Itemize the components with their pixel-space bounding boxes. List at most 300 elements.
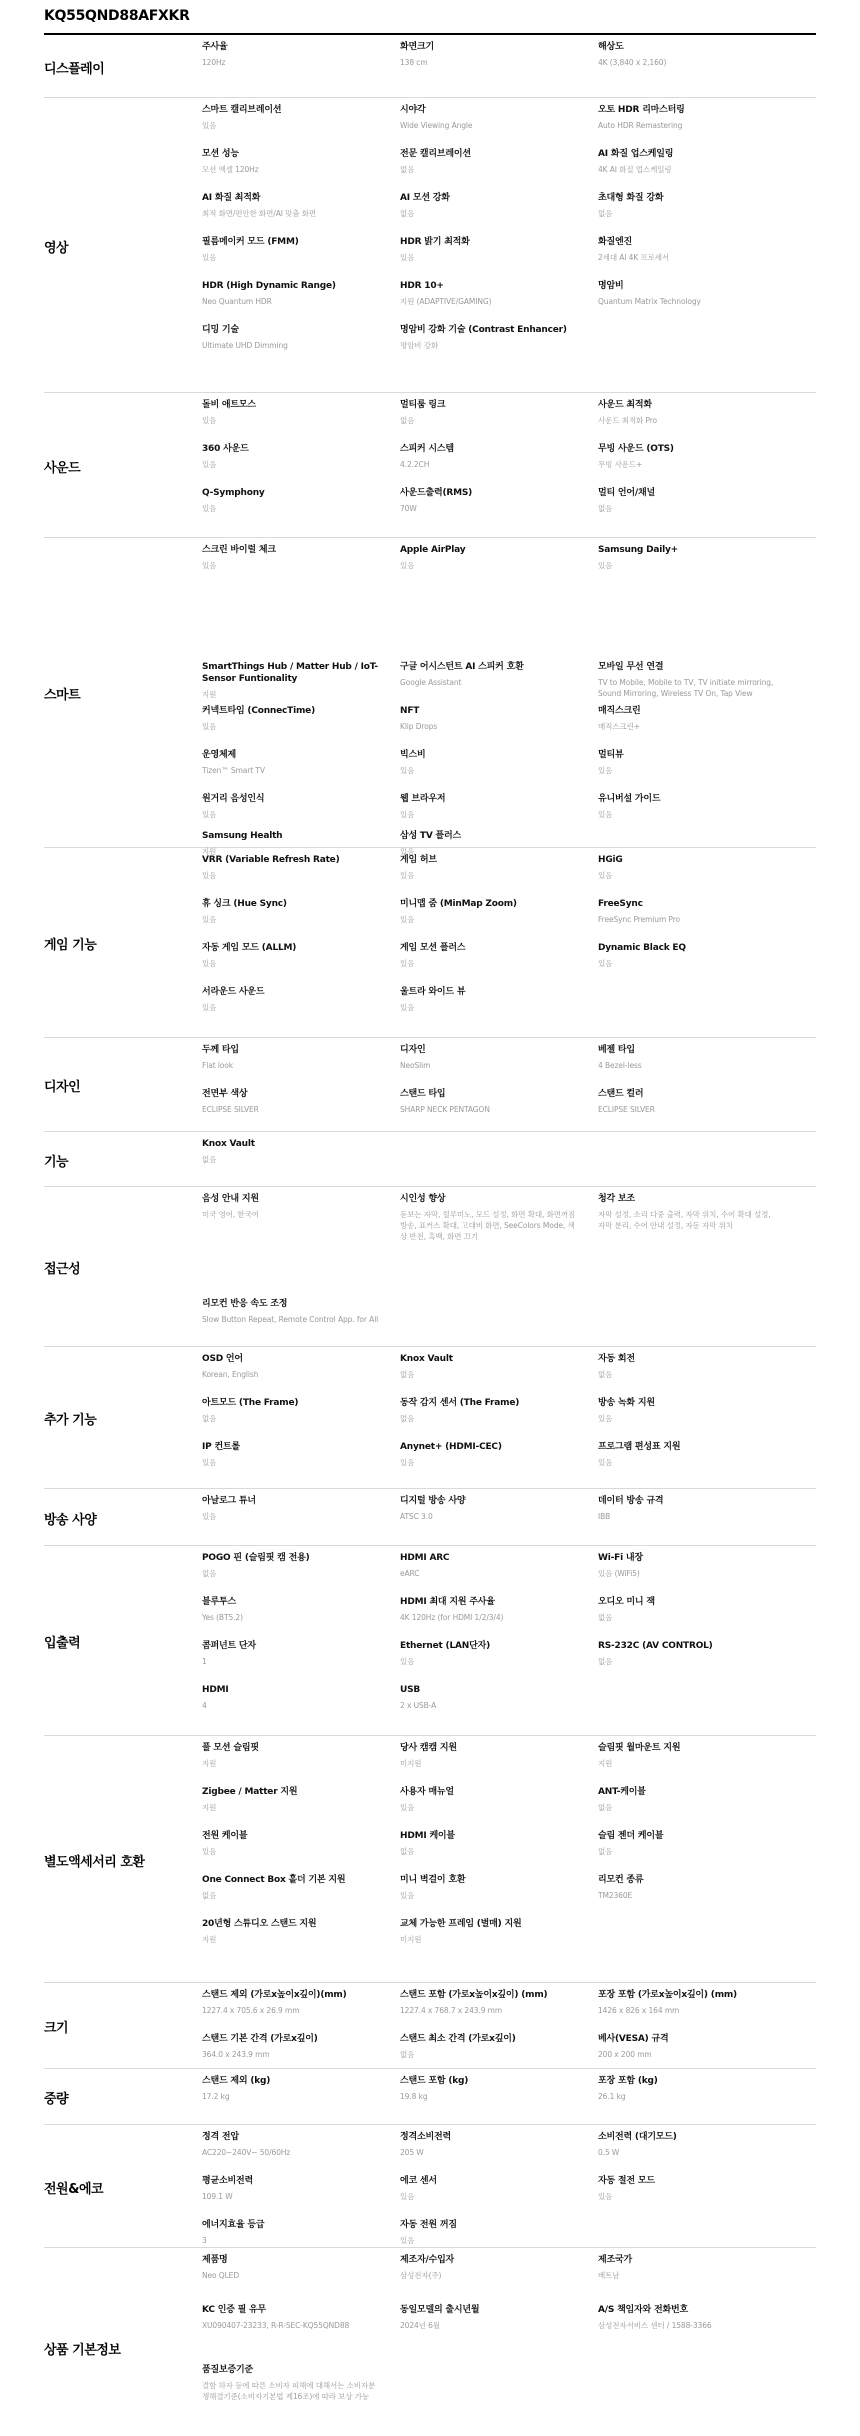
spec-label: 두께 타입 xyxy=(202,1045,239,1055)
spec-item xyxy=(598,898,776,925)
spec-section xyxy=(44,538,816,856)
spec-label: 동일모델의 출시년월 xyxy=(400,2305,480,2315)
spec-item xyxy=(598,2131,776,2158)
spec-item xyxy=(202,104,380,131)
spec-value: 없음 xyxy=(400,1370,415,1379)
spec-value: Flat look xyxy=(202,1061,234,1070)
spec-value: 1227.4 x 705.6 x 26.9 mm xyxy=(202,2006,300,2015)
spec-label: 제조국가 xyxy=(598,2255,632,2265)
spec-section xyxy=(44,35,816,98)
spec-label: One Connect Box 홀더 기본 지원 xyxy=(202,1875,346,1885)
spec-label: 데이터 방송 규격 xyxy=(598,1496,664,1506)
spec-item xyxy=(400,1918,578,1945)
spec-label: AI 화질 최적화 xyxy=(202,193,261,203)
spec-item xyxy=(202,1495,380,1522)
spec-value: 2세대 AI 4K 프로세서 xyxy=(598,253,670,262)
spec-section xyxy=(44,393,816,538)
spec-value: SHARP NECK PENTAGON xyxy=(400,1105,490,1114)
spec-label: 스피커 시스템 xyxy=(400,444,454,454)
spec-label: Zigbee / Matter 지원 xyxy=(202,1787,298,1797)
spec-item xyxy=(202,1441,380,1468)
spec-label: 콤퍼넌트 단자 xyxy=(202,1641,256,1651)
spec-value: Tizen™ Smart TV xyxy=(202,766,265,775)
spec-item xyxy=(202,1193,380,1220)
spec-label: 화면크기 xyxy=(400,42,434,52)
spec-label: 스마트 캘리브레이션 xyxy=(202,105,282,115)
spec-value: Klip Drops xyxy=(400,722,438,731)
spec-label: 포장 포함 (가로x높이x깊이) (mm) xyxy=(598,1990,737,2000)
spec-item xyxy=(400,1441,578,1468)
spec-item xyxy=(400,898,578,925)
spec-label: KC 인증 필 유무 xyxy=(202,2305,267,2315)
spec-label: 제품명 xyxy=(202,2255,228,2265)
spec-label: 모션 성능 xyxy=(202,149,239,159)
spec-label: 제조자/수입자 xyxy=(400,2255,455,2265)
spec-value: 지원 xyxy=(202,1935,217,1944)
spec-label: 무빙 사운드 (OTS) xyxy=(598,444,674,454)
spec-value: 있음 xyxy=(202,1847,217,1856)
spec-section xyxy=(44,1187,816,1347)
spec-value: 삼성전자서비스 센터 / 1588-3366 xyxy=(598,2321,712,2330)
spec-value: FreeSync Premium Pro xyxy=(598,915,681,924)
spec-label: 동작 감지 센서 (The Frame) xyxy=(400,1398,520,1408)
spec-label: 스탠드 타입 xyxy=(400,1089,446,1099)
section-title: 추가 기능 xyxy=(44,1413,97,1428)
spec-item xyxy=(202,942,380,969)
spec-label: 게임 모션 플러스 xyxy=(400,943,466,953)
spec-value: 있음 xyxy=(400,915,415,924)
section-title: 접근성 xyxy=(44,1262,81,1277)
spec-label: 울트라 와이드 뷰 xyxy=(400,987,466,997)
spec-value: 1227.4 x 768.7 x 243.9 mm xyxy=(400,2006,503,2015)
spec-label: 정격소비전력 xyxy=(400,2132,451,2142)
spec-label: Q-Symphony xyxy=(202,488,265,498)
spec-item xyxy=(202,793,380,820)
spec-label: 360 사운드 xyxy=(202,444,249,454)
spec-item xyxy=(400,1353,578,1380)
spec-item xyxy=(598,1830,776,1857)
spec-section xyxy=(44,1546,816,1736)
spec-label: HDMI ARC xyxy=(400,1553,450,1563)
spec-item xyxy=(202,2131,380,2158)
spec-label: 미니맵 줌 (MinMap Zoom) xyxy=(400,899,517,909)
spec-item xyxy=(400,2033,578,2060)
spec-value: 138 cm xyxy=(400,58,428,67)
spec-item xyxy=(400,1044,578,1071)
spec-item xyxy=(202,443,380,470)
spec-item xyxy=(202,1298,380,1325)
spec-item xyxy=(202,1918,380,1945)
spec-item xyxy=(598,2075,776,2102)
spec-label: 청각 보조 xyxy=(598,1194,635,1204)
spec-label: 음성 안내 지원 xyxy=(202,1194,259,1204)
spec-item xyxy=(598,1596,776,1623)
spec-label: SmartThings Hub / Matter Hub / IoT-Sensor Funtionality xyxy=(202,662,378,684)
spec-value: 있음 xyxy=(202,504,217,513)
spec-value: 4 Bezel-less xyxy=(598,1061,642,1070)
spec-label: 스크린 바이럴 체크 xyxy=(202,545,276,555)
spec-value: 있음 xyxy=(202,1512,217,1521)
spec-section xyxy=(44,1132,816,1187)
spec-label: 자동 절전 모드 xyxy=(598,2176,655,2186)
spec-value: 70W xyxy=(400,504,417,513)
spec-label: 리모컨 반응 속도 조정 xyxy=(202,1299,288,1309)
spec-value: 지원 xyxy=(598,1759,613,1768)
spec-value: 있음 xyxy=(598,766,613,775)
spec-item xyxy=(400,2254,578,2281)
spec-item xyxy=(202,2175,380,2202)
spec-value: 있음 xyxy=(202,959,217,968)
spec-section xyxy=(44,2248,816,2436)
spec-label: 화질엔진 xyxy=(598,237,632,247)
spec-value: 명암비 강화 xyxy=(400,341,439,350)
spec-value: 없음 xyxy=(400,165,415,174)
spec-label: 교체 가능한 프레임 (별매) 지원 xyxy=(400,1919,522,1929)
spec-section xyxy=(44,1347,816,1489)
spec-item xyxy=(202,1596,380,1623)
spec-label: HGiG xyxy=(598,855,623,865)
spec-value: 있음 xyxy=(400,871,415,880)
spec-label: 스탠드 제외 (가로x높이x깊이)(mm) xyxy=(202,1990,347,2000)
spec-label: 풀 모션 슬림핏 xyxy=(202,1743,259,1753)
spec-label: 리모컨 종류 xyxy=(598,1875,644,1885)
spec-value: 있음 xyxy=(400,2236,415,2245)
spec-value: 미국 영어, 한국어 xyxy=(202,1210,259,1219)
spec-item xyxy=(202,661,380,700)
spec-item xyxy=(202,192,380,219)
spec-label: HDR 밝기 최적화 xyxy=(400,237,470,247)
spec-item xyxy=(598,749,776,776)
spec-label: 명암비 강화 기술 (Contrast Enhancer) xyxy=(400,325,567,335)
spec-label: 해상도 xyxy=(598,42,624,52)
spec-label: 커넥트타임 (ConnecTime) xyxy=(202,706,315,716)
section-title: 방송 사양 xyxy=(44,1512,97,1528)
spec-item xyxy=(400,104,578,131)
spec-item xyxy=(202,280,380,307)
spec-value: 지원 (ADAPTIVE/GAMING) xyxy=(400,297,492,306)
spec-label: 디자인 xyxy=(400,1045,426,1055)
spec-value: Google Assistant xyxy=(400,678,462,687)
spec-label: 자동 전원 꺼짐 xyxy=(400,2220,457,2230)
spec-item xyxy=(400,1397,578,1424)
spec-label: 주사율 xyxy=(202,42,228,52)
spec-label: Samsung Health xyxy=(202,831,283,841)
spec-label: HDMI 최대 지원 주사율 xyxy=(400,1597,495,1607)
spec-value: 1426 x 826 x 164 mm xyxy=(598,2006,680,2015)
spec-value: 있음 xyxy=(202,460,217,469)
spec-item xyxy=(400,1684,578,1711)
spec-label: 스탠드 포함 (가로x높이x깊이) (mm) xyxy=(400,1990,548,2000)
section-title: 스마트 xyxy=(44,688,81,703)
spec-item xyxy=(598,661,776,699)
spec-value: Neo Quantum HDR xyxy=(202,297,272,306)
spec-item xyxy=(202,1786,380,1813)
section-title: 기능 xyxy=(44,1154,69,1170)
spec-item xyxy=(598,1552,776,1579)
spec-value: 지원 xyxy=(202,1803,217,1812)
spec-value: TV to Mobile, Mobile to TV, TV initiate mirroring, Sound Mirroring, Wireless TV On, Tap View xyxy=(598,678,774,698)
spec-value: 없음 xyxy=(202,1891,217,1900)
spec-item xyxy=(202,324,380,351)
spec-item xyxy=(202,986,380,1013)
spec-label: 평균소비전력 xyxy=(202,2176,253,2186)
spec-label: 블루투스 xyxy=(202,1597,236,1607)
spec-label: 원거리 음성인식 xyxy=(202,794,265,804)
spec-item xyxy=(400,1596,578,1623)
spec-value: 최적 화면/편안한 화면/AI 맞춤 화면 xyxy=(202,209,317,218)
spec-item xyxy=(598,942,776,969)
spec-section xyxy=(44,1038,816,1132)
spec-item xyxy=(202,854,380,881)
spec-item xyxy=(400,2175,578,2202)
spec-label: 에너지효율 등급 xyxy=(202,2220,265,2230)
spec-item xyxy=(400,854,578,881)
spec-item xyxy=(400,1640,578,1667)
spec-label: 사용자 매뉴얼 xyxy=(400,1787,454,1797)
spec-label: 당사 캠캠 지원 xyxy=(400,1743,457,1753)
section-title: 입출력 xyxy=(44,1636,81,1651)
spec-value: 있음 xyxy=(202,1458,217,1467)
spec-item xyxy=(598,41,776,68)
spec-section xyxy=(44,1489,816,1546)
spec-label: HDMI xyxy=(202,1685,229,1695)
spec-value: 있음 xyxy=(598,810,613,819)
spec-item xyxy=(202,399,380,426)
spec-item xyxy=(598,1786,776,1813)
spec-value: 있음 xyxy=(598,2192,613,2201)
spec-value: 26.1 kg xyxy=(598,2092,626,2101)
spec-value: 4K (3,840 x 2,160) xyxy=(598,58,667,67)
spec-value: Quantum Matrix Technology xyxy=(598,297,701,306)
spec-item xyxy=(598,1742,776,1769)
spec-item xyxy=(202,749,380,776)
spec-value: 있음 xyxy=(202,561,217,570)
spec-value: 0.5 W xyxy=(598,2148,620,2157)
section-title: 영상 xyxy=(44,240,69,256)
spec-section xyxy=(44,2069,816,2125)
spec-label: 베젤 타입 xyxy=(598,1045,635,1055)
spec-item xyxy=(598,487,776,514)
spec-item xyxy=(202,148,380,175)
spec-item xyxy=(400,1552,578,1579)
spec-value: 없음 xyxy=(598,209,613,218)
spec-value: 있음 xyxy=(202,722,217,731)
spec-label: HDR (High Dynamic Range) xyxy=(202,281,336,291)
spec-value: 4.2.2CH xyxy=(400,460,430,469)
spec-value: 있음 xyxy=(202,810,217,819)
spec-value: 120Hz xyxy=(202,58,226,67)
spec-value: 있음 xyxy=(202,871,217,880)
spec-value: 없음 xyxy=(400,1847,415,1856)
spec-value: 있음 xyxy=(400,1803,415,1812)
spec-label: 아트모드 (The Frame) xyxy=(202,1398,299,1408)
spec-label: 프로그램 편성표 지원 xyxy=(598,1442,681,1452)
spec-value: 미지원 xyxy=(400,1759,422,1768)
spec-label: 전문 캘리브레이션 xyxy=(400,149,471,159)
spec-item xyxy=(400,148,578,175)
spec-label: 휴 싱크 (Hue Sync) xyxy=(202,899,287,909)
spec-value: 없음 xyxy=(598,1657,613,1666)
spec-value: 없음 xyxy=(202,1569,217,1578)
spec-value: ATSC 3.0 xyxy=(400,1512,433,1521)
spec-label: AI 화질 업스케일링 xyxy=(598,149,674,159)
spec-label: 사운드출력(RMS) xyxy=(400,488,473,498)
spec-value: 있음 xyxy=(202,915,217,924)
spec-item xyxy=(202,41,380,68)
spec-item xyxy=(598,104,776,131)
section-title: 사운드 xyxy=(44,460,81,476)
spec-item xyxy=(202,1640,380,1667)
spec-value: ECLIPSE SILVER xyxy=(202,1105,259,1114)
spec-section xyxy=(44,1983,816,2069)
spec-value: 사운드 최적화 Pro xyxy=(598,416,658,425)
section-title: 별도액세서리 호환 xyxy=(44,1854,145,1870)
spec-value: AC220~240V~ 50/60Hz xyxy=(202,2148,291,2157)
spec-label: 정격 전압 xyxy=(202,2132,239,2142)
spec-label: 빅스비 xyxy=(400,750,426,760)
spec-value: Slow Button Repeat, Remote Control App. for All xyxy=(202,1315,379,1324)
spec-label: 구글 어시스턴트 AI 스피커 호환 xyxy=(400,662,524,672)
spec-label: Wi-Fi 내장 xyxy=(598,1553,643,1563)
spec-label: 서라운드 사운드 xyxy=(202,987,265,997)
spec-label: 자동 회전 xyxy=(598,1354,635,1364)
spec-item xyxy=(400,399,578,426)
spec-item xyxy=(400,1989,578,2016)
spec-label: 운영체제 xyxy=(202,750,236,760)
spec-value: 지원 xyxy=(202,1759,217,1768)
spec-label: 자동 게임 모드 (ALLM) xyxy=(202,943,297,953)
spec-value: 있음 xyxy=(598,1414,613,1423)
spec-value: 4 xyxy=(202,1701,207,1710)
spec-label: AI 모션 강화 xyxy=(400,193,450,203)
spec-section xyxy=(44,2125,816,2248)
section-title: 디스플레이 xyxy=(44,61,105,77)
spec-value: 있음 xyxy=(400,1458,415,1467)
spec-item xyxy=(598,1495,776,1522)
spec-label: 명암비 xyxy=(598,281,624,291)
spec-value: 없음 xyxy=(598,1847,613,1856)
spec-value: 17.2 kg xyxy=(202,2092,230,2101)
spec-value: ECLIPSE SILVER xyxy=(598,1105,655,1114)
spec-item xyxy=(400,324,578,351)
spec-label: HDR 10+ xyxy=(400,281,444,291)
spec-item xyxy=(202,1138,380,1165)
spec-item xyxy=(400,1495,578,1522)
spec-section xyxy=(44,848,816,1038)
spec-label: Apple AirPlay xyxy=(400,545,466,555)
spec-label: 소비전력 (대기모드) xyxy=(598,2132,677,2142)
spec-item xyxy=(202,2364,380,2402)
spec-value: 있음 xyxy=(400,1003,415,1012)
spec-value: Auto HDR Remastering xyxy=(598,121,683,130)
spec-item xyxy=(598,1353,776,1380)
spec-label: USB xyxy=(400,1685,421,1695)
spec-value: 있음 xyxy=(202,253,217,262)
spec-item xyxy=(598,2254,776,2281)
spec-item xyxy=(400,705,578,732)
spec-item xyxy=(202,1397,380,1424)
spec-label: 베사(VESA) 규격 xyxy=(598,2034,669,2044)
spec-item xyxy=(400,942,578,969)
spec-item xyxy=(598,1193,776,1231)
spec-section xyxy=(44,1736,816,1983)
spec-value: Wide Viewing Angle xyxy=(400,121,473,130)
spec-value: 1 xyxy=(202,1657,207,1666)
spec-value: 있음 xyxy=(400,1657,415,1666)
spec-item xyxy=(202,2075,380,2102)
spec-value: 있음 xyxy=(202,121,217,130)
spec-item xyxy=(202,1353,380,1380)
spec-value: 3 xyxy=(202,2236,207,2245)
spec-label: 웹 브라우저 xyxy=(400,794,446,804)
spec-item xyxy=(202,1742,380,1769)
spec-value: 없음 xyxy=(202,1414,217,1423)
spec-item xyxy=(598,1640,776,1667)
spec-value: 364.0 x 243.9 mm xyxy=(202,2050,270,2059)
spec-item xyxy=(598,1044,776,1071)
spec-label: A/S 책임자와 전화번호 xyxy=(598,2305,688,2315)
spec-value: TM2360E xyxy=(598,1891,633,1900)
spec-label: FreeSync xyxy=(598,899,643,909)
spec-label: 시야각 xyxy=(400,105,426,115)
spec-value: 없음 xyxy=(598,504,613,513)
spec-label: POGO 핀 (슬림핏 캠 전용) xyxy=(202,1553,310,1563)
spec-item xyxy=(202,1874,380,1901)
spec-item xyxy=(400,41,578,68)
spec-item xyxy=(400,2075,578,2102)
spec-item xyxy=(202,236,380,263)
spec-label: RS-232C (AV CONTROL) xyxy=(598,1641,713,1651)
spec-value: IBB xyxy=(598,1512,611,1521)
spec-item xyxy=(598,1874,776,1901)
spec-item xyxy=(400,793,578,820)
spec-value: 모션 엑셀 120Hz xyxy=(202,165,259,174)
spec-item xyxy=(202,2219,380,2246)
spec-value: 있음 xyxy=(400,2192,415,2201)
spec-item xyxy=(598,1397,776,1424)
spec-value: 있음 xyxy=(400,253,415,262)
spec-item xyxy=(598,1441,776,1468)
spec-label: 멀티뷰 xyxy=(598,750,624,760)
spec-item xyxy=(598,2033,776,2060)
spec-value: NeoSlim xyxy=(400,1061,431,1070)
spec-value: 있음 xyxy=(598,561,613,570)
spec-value: 있음 xyxy=(598,871,613,880)
spec-item xyxy=(400,1742,578,1769)
spec-value: 2 x USB-A xyxy=(400,1701,437,1710)
spec-item xyxy=(202,2254,380,2281)
spec-item xyxy=(400,443,578,470)
spec-label: 전원 케이블 xyxy=(202,1831,248,1841)
spec-item xyxy=(400,2304,578,2331)
spec-value: 자막 설정, 소리 다중 출력, 자막 위치, 수어 확대 설정, 자막 분리, 수어 안내 설정, 자동 자막 위치 xyxy=(598,1210,771,1230)
section-title: 게임 기능 xyxy=(44,938,97,953)
spec-label: 스탠드 제외 (kg) xyxy=(202,2076,271,2086)
spec-label: Knox Vault xyxy=(202,1139,255,1149)
spec-value: 있음 xyxy=(202,1003,217,1012)
spec-value: 4K AI 화질 업스케일링 xyxy=(598,165,672,174)
spec-value: 없음 xyxy=(598,1370,613,1379)
spec-label: 필름메이커 모드 (FMM) xyxy=(202,237,299,247)
spec-value: 있음 xyxy=(598,1458,613,1467)
spec-value: 지원 xyxy=(202,690,217,699)
spec-item xyxy=(400,986,578,1013)
spec-label: 방송 녹화 지원 xyxy=(598,1398,655,1408)
spec-section xyxy=(44,98,816,393)
spec-label: 스탠드 기본 간격 (가로x깊이) xyxy=(202,2034,318,2044)
spec-value: eARC xyxy=(400,1569,420,1578)
spec-label: 매직스크린 xyxy=(598,706,641,716)
